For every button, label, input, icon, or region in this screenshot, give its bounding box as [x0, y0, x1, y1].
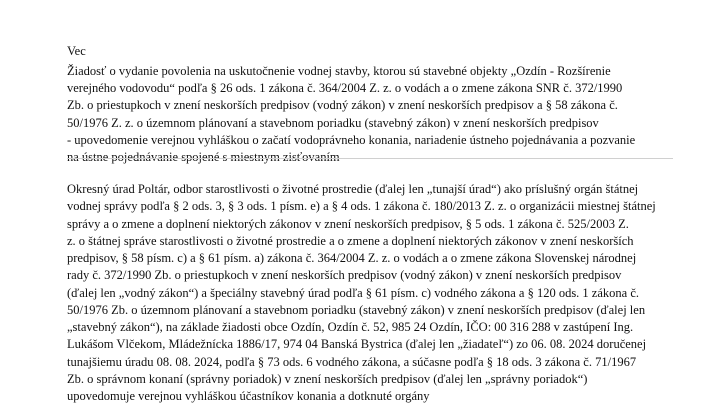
body-paragraph	[67, 181, 673, 388]
subject-line: verejného vodovodu“ podľa § 26 ods. 1 zákona č. 364/2004 Z. z. o vodách a o zmene zákona SNR č. 372/1990	[67, 81, 623, 96]
body-line: z. o štátnej správe starostlivosti o životné prostredie a o zmene a doplnení niektorých zákonov v znení neskorších	[67, 233, 634, 248]
body-line: tunajšiemu úradu 08. 08. 2024, podľa § 73 ods. 6 vodného zákona, a súčasne podľa § 18 ods. 3 zákona č. 71/1967	[67, 354, 637, 369]
subject-label: Vec	[67, 44, 86, 58]
body-line: rady č. 372/1990 Zb. o priestupkoch v znení neskorších predpisov (vodný zákon) v znení neskorších predpisov	[67, 268, 622, 283]
body-line: Okresný úrad Poltár, odbor starostlivosti o životné prostredie (ďalej len „tunajší úrad“) ako príslušný orgán štátnej	[67, 182, 639, 196]
body-line: správy a o zmene a doplnení niektorých zákonov v znení neskorších predpisov, § 5 ods. 1 zákona č. 525/2003 Z.	[67, 216, 629, 231]
body-line: vodnej správy podľa § 2 ods. 3, § 3 ods. 1 písm. e) a § 4 ods. 1 zákona č. 180/2013 Z. z. o organizácii miestnej štátnej	[67, 199, 656, 214]
subject-text	[67, 63, 673, 166]
subject-line: 50/1976 Z. z. o územnom plánovaní a stavebnom poriadku (stavebný zákon) v znení neskorších predpisov	[67, 115, 599, 130]
body-line: (ďalej len „vodný zákon“) a špeciálny stavebný úrad podľa § 61 písm. c) vodného zákona a § 120 ods. 1 zákona č.	[67, 285, 640, 300]
subject-line: na ústne pojednávanie spojené s miestnym zisťovaním	[67, 150, 340, 165]
body-line: „stavebný zákon“), na základe žiadosti obce Ozdín, Ozdín č. 52, 985 24 Ozdín, IČO: 00 316 288 v zastúpení Ing.	[67, 320, 634, 334]
body-line: predpisov, § 58 písm. c) a § 61 písm. a) zákona č. 364/2004 Z. z. o vodách a o zmene zákona Slovenskej národnej	[67, 251, 637, 265]
body-line: Lukášom Vlčekom, Mládežnícka 1886/17, 974 04 Banská Bystrica (ďalej len „žiadateľ“) zo 06. 08. 2024 doručenej	[67, 337, 647, 352]
closing-line: upovedomuje verejnou vyhláškou účastníkov konania a dotknuté orgány	[67, 389, 430, 403]
subject-line: Zb. o priestupkoch v znení neskorších predpisov (vodný zákon) v znení neskorších predpisov a § 58 zákona č.	[67, 98, 618, 113]
subject-line: Žiadosť o vydanie povolenia na uskutočnenie vodnej stavby, ktorou sú stavebné objekty „Ozdín - Rozšírenie	[67, 64, 611, 78]
body-line: Zb. o správnom konaní (správny poriadok) v znení neskorších predpisov (ďalej len „správny poriadok“)	[67, 371, 588, 386]
subject-divider	[67, 158, 673, 159]
body-line: 50/1976 Zb. o územnom plánovaní a stavebnom poriadku (stavebný zákon) v znení neskorších predpisov (ďalej len	[67, 302, 646, 317]
subject-line: - upovedomenie verejnou vyhláškou o začatí vodoprávneho konania, nariadenie ústneho pojednávania a pozvanie	[67, 132, 636, 147]
